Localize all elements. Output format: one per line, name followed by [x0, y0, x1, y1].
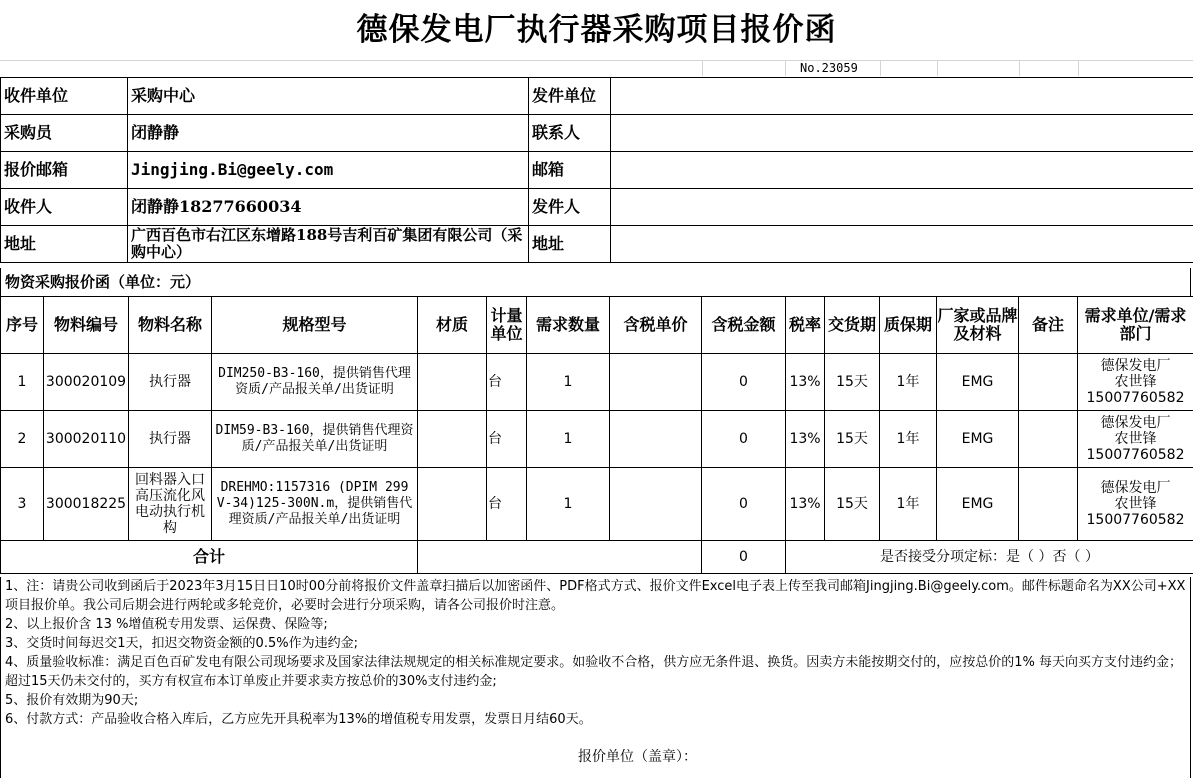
cell-material[interactable]	[418, 411, 487, 468]
header-spec: 规格型号	[212, 297, 418, 354]
grid-line	[937, 60, 938, 76]
header-brand: 厂家或品牌及材料	[937, 297, 1019, 354]
table-row	[1, 354, 1193, 411]
header-material: 材质	[418, 297, 487, 354]
header-remark: 备注	[1019, 297, 1078, 354]
note-item: 5、报价有效期为90天;	[5, 693, 139, 708]
dept-person: 农世锋	[1114, 431, 1157, 447]
cell-price[interactable]	[610, 411, 702, 468]
note-item: 4、质量验收标准：满足百色百矿发电有限公司现场要求及国家法律法规规定的相关标准规定要求。如验收不合格，供方应无条件退、换货。因卖方未能按期交付的，应按总价的1% 每天向买方支付违约金；超过15天仍未交付的，买方有权宣布本订单废止并要求卖方按总价的30%支付违约金;	[5, 655, 1183, 689]
cell-name: 执行器	[129, 354, 212, 411]
stamp-label: 报价单位（盖章）：	[578, 749, 697, 765]
grid-line	[1019, 60, 1020, 76]
table-row	[1, 411, 1193, 468]
cell-dept	[1078, 468, 1193, 541]
cell-unit: 台	[487, 354, 527, 411]
cell-seq: 2	[1, 411, 44, 468]
cell-price[interactable]	[610, 354, 702, 411]
cell-remark[interactable]	[1019, 468, 1078, 541]
cell-amount: 0	[702, 411, 786, 468]
buyer-value[interactable]: 闭静静	[128, 115, 529, 152]
note-item: 2、以上报价含 13 %增值税专用发票、运保费、保险等;	[5, 617, 328, 632]
cell-spec: DIM59-B3-160，提供销售代理资质/产品报关单/出货证明	[212, 411, 418, 468]
cell-qty: 1	[527, 468, 610, 541]
sender-unit-value[interactable]	[611, 78, 1193, 115]
contact-value[interactable]	[611, 115, 1193, 152]
cell-unit: 台	[487, 468, 527, 541]
email-value[interactable]	[611, 152, 1193, 189]
grid-line	[785, 60, 786, 76]
cell-price[interactable]	[610, 468, 702, 541]
header-unit: 计量单位	[487, 297, 527, 354]
cell-delivery: 15天	[825, 354, 880, 411]
cell-brand: EMG	[937, 411, 1019, 468]
cell-warranty: 1年	[880, 354, 937, 411]
grid-line	[0, 60, 1193, 61]
items-table	[0, 296, 1193, 574]
dept-unit: 德保发电厂	[1100, 480, 1171, 496]
note-item: 3、交货时间每迟交1天，扣迟交物资金额的0.5%作为违约金;	[5, 636, 358, 651]
address2-label: 地址	[529, 226, 611, 263]
cell-tax: 13%	[786, 354, 825, 411]
sender-value[interactable]	[611, 189, 1193, 226]
total-row	[1, 541, 1193, 574]
header-warranty: 质保期	[880, 297, 937, 354]
cell-seq: 3	[1, 468, 44, 541]
cell-code: 300020110	[44, 411, 129, 468]
cell-name: 回料器入口高压流化风电动执行机构	[129, 468, 212, 541]
page-title: 德保发电厂执行器采购项目报价函	[356, 12, 837, 48]
section-title: 物资采购报价函（单位：元）	[0, 268, 1191, 296]
header-tax: 税率	[786, 297, 825, 354]
cell-remark[interactable]	[1019, 354, 1078, 411]
cell-delivery: 15天	[825, 411, 880, 468]
dept-unit: 德保发电厂	[1100, 415, 1171, 431]
header-dept: 需求单位/需求部门	[1078, 297, 1193, 354]
recipient-value[interactable]: 闭静静18277660034	[128, 189, 529, 226]
cell-remark[interactable]	[1019, 411, 1078, 468]
header-price: 含税单价	[610, 297, 702, 354]
sender-unit-label: 发件单位	[529, 78, 611, 115]
contact-label: 联系人	[529, 115, 611, 152]
header-delivery: 交货期	[825, 297, 880, 354]
total-amount: 0	[702, 541, 786, 574]
dept-person: 农世锋	[1114, 374, 1157, 390]
dept-unit: 德保发电厂	[1100, 358, 1171, 374]
cell-unit: 台	[487, 411, 527, 468]
recipient-label: 收件人	[1, 189, 128, 226]
buyer-label: 采购员	[1, 115, 128, 152]
note-item: 6、付款方式：产品验收合格入库后，乙方应先开具税率为13%的增值税专用发票，发票日月结60天。	[5, 712, 592, 727]
grid-line	[880, 60, 881, 76]
header-seq: 序号	[1, 297, 44, 354]
header-amount: 含税金额	[702, 297, 786, 354]
note-item: 1、注：请贵公司收到函后于2023年3月15日日10时00分前将报价文件盖章扫描后以加密函件、PDF格式方式、报价文件Excel电子表上传至我司邮箱Jingjing.Bi@geely.com。邮件标题命名为XX公司+XX项目报价单。我公司后期会进行两轮或多轮竞价，必要时会进行分项采购，请各公司报价时注意。	[5, 579, 1186, 613]
total-blank	[418, 541, 702, 574]
cell-delivery: 15天	[825, 468, 880, 541]
header-qty: 需求数量	[527, 297, 610, 354]
table-header-row	[1, 297, 1193, 354]
cell-dept	[1078, 354, 1193, 411]
cell-qty: 1	[527, 354, 610, 411]
cell-qty: 1	[527, 411, 610, 468]
cell-code: 300020109	[44, 354, 129, 411]
info-table	[0, 77, 1193, 263]
cell-warranty: 1年	[880, 411, 937, 468]
email-label: 邮箱	[529, 152, 611, 189]
cell-material[interactable]	[418, 354, 487, 411]
bid-note: 是否接受分项定标：是（ ）否（ ）	[786, 541, 1193, 574]
address-label: 地址	[1, 226, 128, 263]
cell-spec: DIM250-B3-160，提供销售代理资质/产品报关单/出货证明	[212, 354, 418, 411]
cell-tax: 13%	[786, 411, 825, 468]
dept-person: 农世锋	[1114, 496, 1157, 512]
cell-code: 300018225	[44, 468, 129, 541]
document-number: No.23059	[800, 61, 858, 75]
grid-line	[702, 60, 703, 76]
total-label: 合计	[1, 541, 418, 574]
cell-brand: EMG	[937, 468, 1019, 541]
dept-phone: 15007760582	[1086, 390, 1185, 406]
cell-spec: DREHMO:1157316 (DPIM 299 V-34)125-300N.m，提供销售代理资质/产品报关单/出货证明	[212, 468, 418, 541]
cell-tax: 13%	[786, 468, 825, 541]
cell-amount: 0	[702, 468, 786, 541]
address2-value[interactable]	[611, 226, 1193, 263]
cell-material[interactable]	[418, 468, 487, 541]
table-row	[1, 468, 1193, 541]
sender-label: 发件人	[529, 189, 611, 226]
dept-phone: 15007760582	[1086, 512, 1185, 528]
receiver-unit-value[interactable]: 采购中心	[128, 78, 529, 115]
quote-email-label: 报价邮箱	[1, 152, 128, 189]
grid-line	[1078, 60, 1079, 76]
cell-dept	[1078, 411, 1193, 468]
cell-brand: EMG	[937, 354, 1019, 411]
cell-name: 执行器	[129, 411, 212, 468]
header-name: 物料名称	[129, 297, 212, 354]
address-value[interactable]: 广西百色市右江区东增路188号吉利百矿集团有限公司（采购中心）	[128, 226, 529, 263]
header-code: 物料编号	[44, 297, 129, 354]
cell-warranty: 1年	[880, 468, 937, 541]
quote-email-value[interactable]: Jingjing.Bi@geely.com	[128, 152, 529, 189]
cell-seq: 1	[1, 354, 44, 411]
receiver-unit-label: 收件单位	[1, 78, 128, 115]
cell-amount: 0	[702, 354, 786, 411]
dept-phone: 15007760582	[1086, 447, 1185, 463]
